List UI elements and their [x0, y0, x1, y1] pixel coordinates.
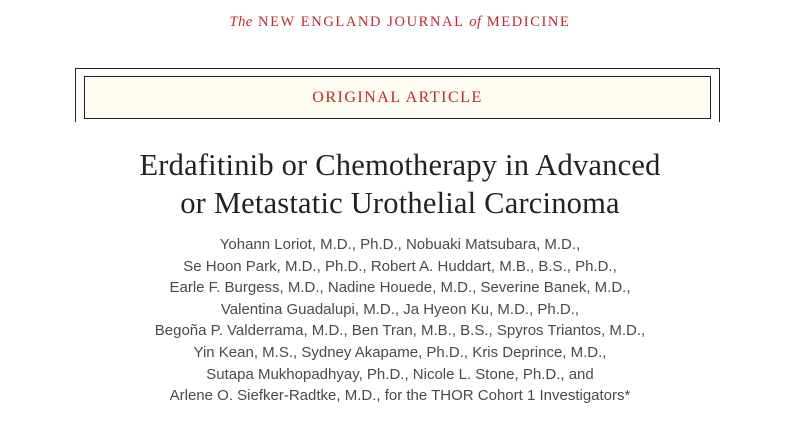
author-line: Valentina Guadalupi, M.D., Ja Hyeon Ku, M.D., Ph.D.,: [220, 300, 580, 318]
article-type-label: ORIGINAL ARTICLE: [312, 88, 483, 106]
article-title: [0, 146, 800, 222]
title-line: Erdafitinib or Chemotherapy in Advanced: [139, 148, 661, 182]
author-line: Earle F. Burgess, M.D., Nadine Houede, M.D., Severine Banek, M.D.,: [169, 279, 631, 297]
article-type-banner: [84, 76, 711, 119]
journal-masthead: [0, 14, 800, 31]
author-line: Arlene O. Siefker-Radtke, M.D., for the THOR Cohort 1 Investigators*: [169, 387, 631, 405]
author-line: Yin Kean, M.S., Sydney Akapame, Ph.D., Kris Deprince, M.D.,: [193, 343, 607, 361]
author-line: Begoña P. Valderrama, M.D., Ben Tran, M.B., B.S., Spyros Triantos, M.D.,: [154, 322, 646, 340]
masthead-part2: MEDICINE: [486, 14, 571, 30]
author-line: Se Hoon Park, M.D., Ph.D., Robert A. Huddart, M.B., B.S., Ph.D.,: [183, 257, 617, 275]
masthead-the: The: [229, 14, 253, 30]
masthead-part1: NEW ENGLAND JOURNAL: [258, 14, 465, 30]
masthead-of: of: [469, 14, 482, 30]
author-line: Yohann Loriot, M.D., Ph.D., Nobuaki Matsubara, M.D.,: [219, 236, 581, 253]
title-line: or Metastatic Urothelial Carcinoma: [180, 186, 620, 220]
author-line: Sutapa Mukhopadhyay, Ph.D., Nicole L. Stone, Ph.D., and: [206, 365, 594, 383]
author-list: [0, 234, 800, 407]
